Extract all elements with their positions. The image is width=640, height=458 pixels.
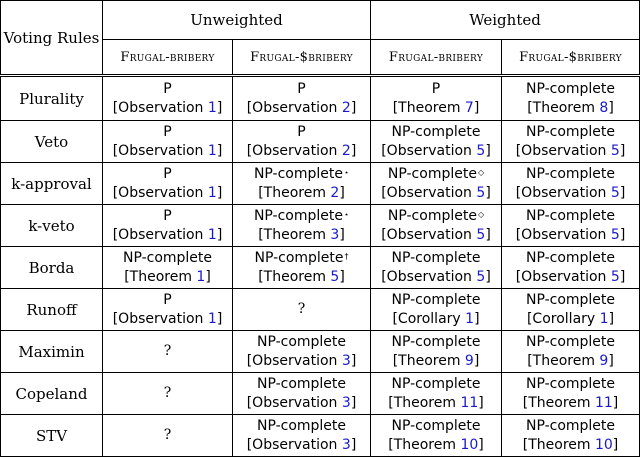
reference-label: [Observation	[246, 99, 342, 116]
complexity-result	[103, 207, 232, 226]
complexity-class: P	[163, 207, 172, 224]
complexity-class: NP-complete	[253, 207, 344, 224]
reference-bracket: ]	[485, 142, 491, 159]
reference-link[interactable]: 10	[594, 436, 613, 453]
table-row	[1, 247, 640, 289]
complexity-result	[103, 165, 232, 184]
complexity-result	[502, 207, 639, 226]
result-cell	[502, 76, 640, 121]
reference-label: [Observation	[381, 142, 477, 159]
complexity-class: P	[163, 291, 172, 308]
result-cell	[103, 121, 233, 163]
complexity-class: NP-complete	[525, 249, 616, 266]
reference-bracket: ]	[216, 142, 223, 159]
reference-bracket: ]	[612, 436, 619, 453]
reference-link[interactable]: 1	[196, 268, 206, 285]
complexity-result	[103, 80, 232, 99]
complexity-result	[233, 375, 370, 394]
reference-label: [Observation	[515, 226, 611, 243]
result-cell	[103, 373, 233, 415]
reference-link[interactable]: 1	[465, 310, 475, 327]
voting-rule-name: Maximin	[1, 331, 103, 373]
complexity-class: NP-complete	[256, 375, 347, 392]
result-cell	[371, 121, 502, 163]
reference-bracket: ]	[478, 394, 484, 411]
complexity-result	[371, 80, 501, 99]
col-header-unweighted-frugal-bribery: Frugal-bribery	[103, 40, 233, 76]
voting-rules-header: Voting Rules	[1, 1, 103, 76]
complexity-class: NP-complete	[525, 291, 616, 308]
result-cell	[103, 247, 233, 289]
result-cell	[103, 331, 233, 373]
table-row	[1, 415, 640, 457]
reference-link[interactable]: 3	[341, 352, 351, 369]
reference-citation	[103, 268, 232, 287]
reference-link[interactable]: 5	[476, 268, 486, 285]
reference-bracket: ]	[608, 310, 615, 327]
reference-citation	[371, 394, 501, 413]
reference-label: [Theorem	[527, 352, 600, 369]
reference-label: [Theorem	[124, 268, 197, 285]
result-cell	[371, 247, 502, 289]
voting-rule-name: Veto	[1, 121, 103, 163]
table-row	[1, 163, 640, 205]
voting-rule-name: Borda	[1, 247, 103, 289]
complexity-result	[502, 80, 639, 99]
reference-citation	[502, 394, 639, 413]
reference-bracket: ]	[473, 99, 480, 116]
complexity-class: NP-complete	[525, 375, 616, 392]
reference-citation	[371, 268, 501, 287]
complexity-result	[371, 375, 501, 394]
result-cell	[502, 373, 640, 415]
reference-label: [Theorem	[258, 268, 331, 285]
reference-link[interactable]: 1	[599, 310, 609, 327]
complexity-class: NP-complete	[253, 165, 344, 182]
complexity-class: P	[431, 80, 441, 97]
reference-link[interactable]: 1	[207, 310, 217, 327]
result-cell	[233, 163, 371, 205]
reference-bracket: ]	[485, 268, 491, 285]
reference-link[interactable]: 2	[330, 184, 340, 201]
reference-citation	[371, 142, 501, 161]
result-cell	[371, 373, 502, 415]
reference-label: [Theorem	[388, 394, 461, 411]
footnote-mark: ⋆	[344, 209, 350, 219]
voting-rule-name: Plurality	[1, 76, 103, 121]
complexity-class: NP-complete	[387, 207, 477, 224]
footnote-mark: ◇	[477, 167, 485, 177]
result-cell	[371, 205, 502, 247]
reference-label: [Theorem	[527, 99, 600, 116]
reference-link[interactable]: 2	[341, 142, 351, 159]
reference-label: [Observation	[246, 436, 342, 453]
complexity-class: NP-complete	[391, 333, 481, 350]
reference-citation	[103, 99, 232, 118]
reference-label: [Observation	[112, 184, 208, 201]
reference-bracket: ]	[473, 352, 480, 369]
reference-link[interactable]: 3	[330, 226, 340, 243]
complexity-class: NP-complete	[525, 80, 616, 97]
reference-citation	[233, 268, 370, 287]
result-cell	[371, 289, 502, 331]
result-cell	[502, 289, 640, 331]
reference-bracket: ]	[350, 352, 357, 369]
reference-label: [Theorem	[392, 99, 465, 116]
footnote-mark: ◇	[477, 209, 485, 219]
result-cell	[502, 331, 640, 373]
reference-link[interactable]: 3	[341, 436, 351, 453]
reference-bracket: ]	[339, 226, 345, 243]
complexity-class: P	[297, 80, 306, 97]
reference-citation	[103, 226, 232, 245]
complexity-result	[371, 291, 501, 310]
result-cell	[502, 205, 640, 247]
reference-bracket: ]	[205, 268, 211, 285]
reference-citation	[502, 184, 639, 203]
reference-label: [Observation	[515, 268, 611, 285]
reference-label: [Observation	[112, 310, 208, 327]
complexity-result	[502, 333, 639, 352]
reference-citation	[371, 184, 501, 203]
reference-citation	[233, 436, 370, 455]
complexity-result	[371, 123, 501, 142]
reference-bracket: ]	[350, 142, 357, 159]
result-cell	[233, 331, 371, 373]
open-problem-mark: ?	[163, 385, 172, 401]
reference-label: [Theorem	[388, 436, 461, 453]
complexity-class: P	[163, 123, 172, 140]
complexity-class: NP-complete	[525, 165, 616, 182]
complexity-class: NP-complete	[391, 417, 481, 434]
reference-bracket: ]	[485, 226, 491, 243]
reference-link[interactable]: 1	[207, 184, 217, 201]
reference-link[interactable]: 10	[460, 436, 479, 453]
reference-link[interactable]: 11	[594, 394, 613, 411]
reference-bracket: ]	[350, 394, 357, 411]
reference-bracket: ]	[350, 99, 357, 116]
result-cell	[103, 415, 233, 457]
voting-rule-name: k-approval	[1, 163, 103, 205]
complexity-result	[103, 249, 232, 268]
unweighted-group-header: Unweighted	[103, 1, 371, 40]
table-row	[1, 205, 640, 247]
reference-label: [Theorem	[258, 226, 331, 243]
complexity-result	[233, 123, 370, 142]
reference-citation	[371, 226, 501, 245]
reference-label: [Observation	[515, 142, 611, 159]
result-cell	[233, 247, 371, 289]
reference-bracket: ]	[216, 184, 223, 201]
reference-bracket: ]	[619, 142, 626, 159]
result-cell	[233, 373, 371, 415]
complexity-result	[502, 291, 639, 310]
result-cell	[233, 76, 371, 121]
reference-bracket: ]	[350, 436, 357, 453]
complexity-result	[233, 80, 370, 99]
complexity-result	[103, 291, 232, 310]
reference-citation	[502, 268, 639, 287]
table-row	[1, 121, 640, 163]
complexity-class: NP-complete	[391, 291, 481, 308]
reference-citation	[103, 184, 232, 203]
complexity-result	[502, 123, 639, 142]
complexity-class: NP-complete	[525, 207, 616, 224]
complexity-result	[103, 123, 232, 142]
reference-citation	[371, 99, 501, 118]
reference-bracket: ]	[216, 99, 223, 116]
reference-bracket: ]	[485, 184, 491, 201]
col-header-weighted-frugal-dollar-bribery: Frugal-$bribery	[502, 40, 640, 76]
complexity-class: NP-complete	[256, 417, 347, 434]
reference-label: [Observation	[112, 226, 208, 243]
result-cell	[371, 163, 502, 205]
result-cell	[371, 76, 502, 121]
reference-bracket: ]	[619, 268, 626, 285]
complexity-result	[371, 165, 501, 184]
result-cell	[502, 415, 640, 457]
reference-bracket: ]	[216, 226, 223, 243]
reference-label: [Observation	[246, 352, 342, 369]
reference-citation	[233, 394, 370, 413]
reference-link[interactable]: 5	[476, 142, 486, 159]
complexity-class: NP-complete	[525, 333, 616, 350]
complexity-class: NP-complete	[256, 333, 347, 350]
reference-citation	[502, 99, 639, 118]
open-problem-mark: ?	[163, 427, 172, 443]
reference-citation	[233, 226, 370, 245]
complexity-result	[502, 375, 639, 394]
reference-label: [Corollary	[526, 310, 600, 327]
reference-label: [Observation	[381, 226, 477, 243]
reference-bracket: ]	[339, 184, 345, 201]
reference-label: [Observation	[515, 184, 611, 201]
result-cell	[233, 415, 371, 457]
table-body	[1, 76, 640, 457]
reference-citation	[502, 310, 639, 329]
reference-link[interactable]: 5	[610, 226, 620, 243]
reference-link[interactable]: 5	[610, 142, 620, 159]
result-cell	[103, 205, 233, 247]
reference-link[interactable]: 9	[464, 352, 474, 369]
reference-citation	[233, 142, 370, 161]
voting-rule-name: Copeland	[1, 373, 103, 415]
header-row-groups	[1, 1, 640, 40]
table-row	[1, 289, 640, 331]
reference-bracket: ]	[339, 268, 345, 285]
complexity-result	[371, 249, 501, 268]
reference-citation	[502, 436, 639, 455]
footnote-mark: ⋆	[344, 167, 350, 177]
result-cell	[103, 289, 233, 331]
footnote-mark: †	[344, 251, 349, 261]
complexity-class: NP-complete	[387, 165, 477, 182]
voting-rule-name: Runoff	[1, 289, 103, 331]
complexity-result	[233, 207, 370, 226]
open-problem-mark: ?	[297, 301, 306, 317]
complexity-class: P	[297, 123, 306, 140]
reference-link[interactable]: 1	[207, 142, 217, 159]
reference-link[interactable]: 2	[341, 99, 351, 116]
voting-rule-name: STV	[1, 415, 103, 457]
table-row	[1, 373, 640, 415]
result-cell	[233, 121, 371, 163]
reference-citation	[502, 226, 639, 245]
reference-bracket: ]	[474, 310, 480, 327]
result-cell	[103, 76, 233, 121]
open-problem-mark: ?	[163, 343, 172, 359]
reference-bracket: ]	[216, 310, 223, 327]
reference-citation	[103, 142, 232, 161]
reference-citation	[502, 352, 639, 371]
reference-citation	[502, 142, 639, 161]
reference-bracket: ]	[608, 352, 614, 369]
complexity-result	[233, 165, 370, 184]
reference-label: [Theorem	[258, 184, 331, 201]
reference-bracket: ]	[619, 184, 626, 201]
result-cell	[502, 163, 640, 205]
complexity-result	[371, 207, 501, 226]
reference-link[interactable]: 3	[341, 394, 351, 411]
complexity-result	[371, 417, 501, 436]
complexity-result	[233, 249, 370, 268]
complexity-result	[502, 165, 639, 184]
reference-label: [Theorem	[392, 352, 465, 369]
reference-label: [Observation	[112, 99, 208, 116]
col-header-weighted-frugal-bribery: Frugal-bribery	[371, 40, 502, 76]
complexity-class: NP-complete	[391, 249, 481, 266]
voting-rule-name: k-veto	[1, 205, 103, 247]
reference-label: [Corollary	[392, 310, 466, 327]
table-row	[1, 331, 640, 373]
reference-label: [Observation	[246, 142, 342, 159]
reference-bracket: ]	[478, 436, 484, 453]
reference-link[interactable]: 8	[599, 99, 609, 116]
reference-link[interactable]: 5	[476, 226, 486, 243]
complexity-class: NP-complete	[391, 375, 481, 392]
complexity-result	[502, 249, 639, 268]
result-cell	[233, 289, 371, 331]
complexity-class: NP-complete	[254, 249, 344, 266]
reference-citation	[371, 310, 501, 329]
complexity-class: P	[163, 80, 172, 97]
reference-bracket: ]	[612, 394, 619, 411]
result-cell	[502, 121, 640, 163]
reference-citation	[103, 310, 232, 329]
reference-bracket: ]	[608, 99, 614, 116]
reference-link[interactable]: 11	[460, 394, 479, 411]
complexity-class: NP-complete	[122, 249, 213, 266]
complexity-result	[371, 333, 501, 352]
complexity-result	[233, 417, 370, 436]
result-cell	[371, 415, 502, 457]
reference-link[interactable]: 5	[610, 184, 620, 201]
reference-citation	[233, 184, 370, 203]
reference-citation	[233, 99, 370, 118]
result-cell	[103, 163, 233, 205]
reference-label: [Observation	[246, 394, 342, 411]
complexity-class: P	[163, 165, 172, 182]
reference-link[interactable]: 7	[464, 99, 474, 116]
reference-citation	[371, 352, 501, 371]
complexity-class: NP-complete	[525, 123, 616, 140]
reference-bracket: ]	[619, 226, 626, 243]
reference-link[interactable]: 5	[330, 268, 340, 285]
reference-label: [Theorem	[522, 394, 595, 411]
reference-link[interactable]: 9	[599, 352, 609, 369]
complexity-result	[502, 417, 639, 436]
result-cell	[371, 331, 502, 373]
reference-citation	[233, 352, 370, 371]
reference-label: [Observation	[381, 184, 477, 201]
reference-citation	[371, 436, 501, 455]
reference-label: [Theorem	[522, 436, 595, 453]
result-cell	[502, 247, 640, 289]
reference-link[interactable]: 5	[610, 268, 620, 285]
col-header-unweighted-frugal-dollar-bribery: Frugal-$bribery	[233, 40, 371, 76]
reference-link[interactable]: 5	[476, 184, 486, 201]
complexity-class: NP-complete	[525, 417, 616, 434]
complexity-result	[233, 333, 370, 352]
table-header	[1, 1, 640, 76]
table-row	[1, 76, 640, 121]
reference-label: [Observation	[381, 268, 477, 285]
reference-link[interactable]: 1	[207, 99, 217, 116]
result-cell	[233, 205, 371, 247]
weighted-group-header: Weighted	[371, 1, 640, 40]
complexity-class: NP-complete	[391, 123, 481, 140]
reference-link[interactable]: 1	[207, 226, 217, 243]
reference-label: [Observation	[112, 142, 208, 159]
